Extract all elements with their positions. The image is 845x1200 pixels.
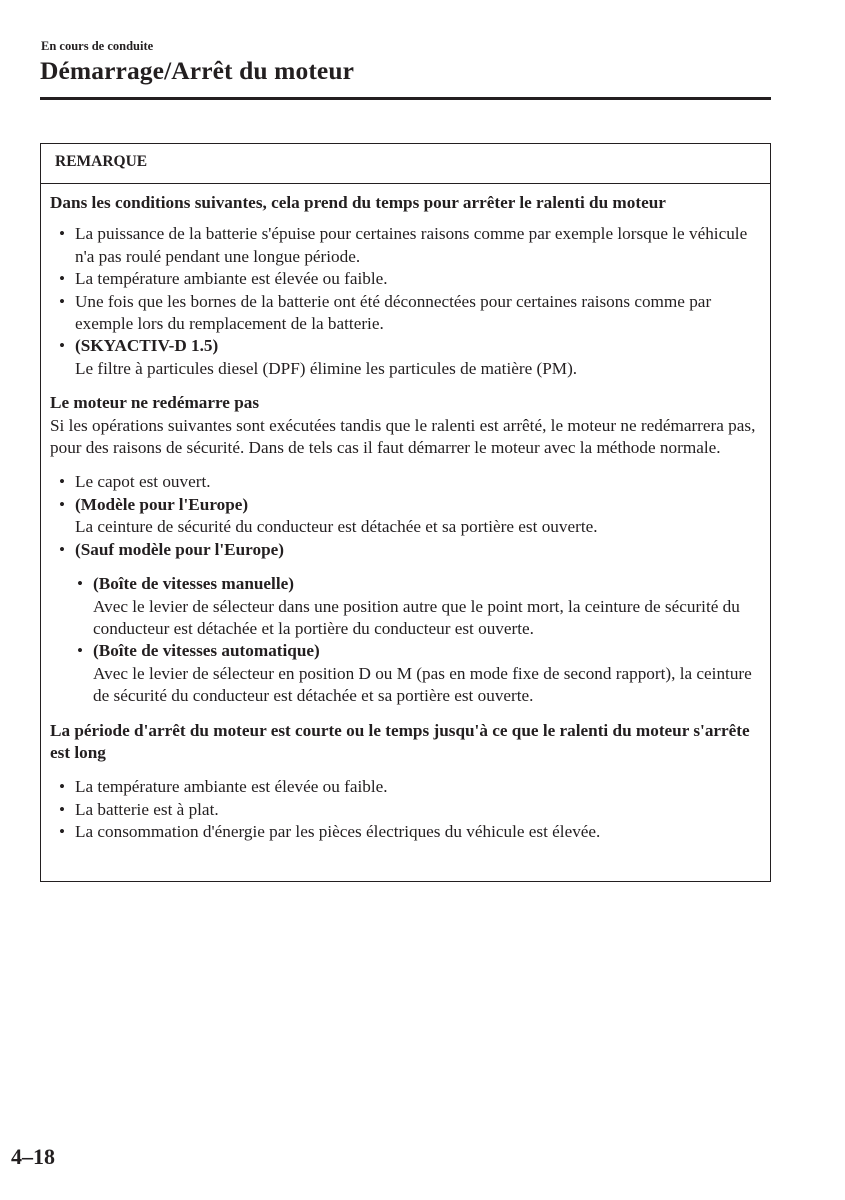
sublist-item-text: Avec le levier de sélecteur en position D ou M (pas en mode fixe de second rapport), la ceinture de sécurité du conducteur est détachée et sa portière est ouverte. [93,663,752,706]
list-item [50,821,760,843]
section-label: En cours de conduite [41,39,154,53]
bullet-icon: • [59,494,66,514]
bullet-icon: • [59,291,66,311]
sublist-item [50,573,760,640]
list-item-text: Une fois que les bornes de la batterie ont été déconnectées pour certaines raisons comme par exemple lors du remplacement de la batterie. [75,291,712,334]
list-item-text: La consommation d'énergie par les pièces électriques du véhicule est élevée. [75,822,601,842]
list-no-restart [50,471,760,561]
list-item [50,799,760,821]
list-item [50,539,760,561]
list-item-text: La batterie est à plat. [75,799,219,819]
bullet-icon: • [59,539,66,559]
remarque-box [40,143,771,882]
bullet-icon: • [59,269,66,289]
title-divider [40,97,771,100]
list-item-text: La ceinture de sécurité du conducteur est détachée et sa portière est ouverte. [75,517,598,537]
bullet-icon: • [59,822,66,842]
list-ralenti-conditions [50,223,760,380]
page-title: Démarrage/Arrêt du moteur [40,56,355,85]
list-item-text: La température ambiante est élevée ou faible. [75,777,388,797]
page-number: 4–18 [11,1144,55,1169]
list-item [50,494,760,539]
list-item-heading: (Sauf modèle pour l'Europe) [75,539,284,559]
heading-ralenti-delay: Dans les conditions suivantes, cela prend du temps pour arrêter le ralenti du moteur [50,193,666,212]
bullet-icon: • [77,574,84,594]
list-item [50,335,760,380]
list-item-heading: (SKYACTIV-D 1.5) [75,336,219,356]
list-item [50,268,760,290]
paragraph-no-restart: Si les opérations suivantes sont exécutées tandis que le ralenti est arrêté, le moteur ne redémarrera pas, pour des raisons de sécurité. Dans de tels cas il faut démarrer le moteur avec la méthode normale. [50,415,756,458]
remarque-header: REMARQUE [41,144,770,184]
list-item [50,223,760,268]
list-item [50,291,760,336]
list-item-heading: (Modèle pour l'Europe) [75,494,249,514]
bullet-icon: • [77,641,84,661]
list-item-text: Le filtre à particules diesel (DPF) élimine les particules de matière (PM). [75,358,578,378]
list-item [50,471,760,493]
list-item [50,776,760,798]
heading-short-stop: La période d'arrêt du moteur est courte ou le temps jusqu'à ce que le ralenti du moteur s'arrête est long [50,720,750,762]
bullet-icon: • [59,799,66,819]
list-item-text: Le capot est ouvert. [75,472,211,492]
heading-no-restart: Le moteur ne redémarre pas [50,393,260,413]
bullet-icon: • [59,777,66,797]
list-short-stop [50,776,760,843]
bullet-icon: • [59,472,66,492]
sublist-transmission [50,573,760,707]
sublist-item-text: Avec le levier de sélecteur dans une position autre que le point mort, la ceinture de sécurité du conducteur est détachée et la portière du conducteur est ouverte. [93,596,740,638]
bullet-icon: • [59,336,66,356]
sublist-item [50,640,760,707]
bullet-icon: • [59,224,66,244]
sublist-item-heading: (Boîte de vitesses manuelle) [93,574,294,594]
list-item-text: La température ambiante est élevée ou faible. [75,269,388,289]
sublist-item-heading: (Boîte de vitesses automatique) [93,641,320,661]
list-item-text: La puissance de la batterie s'épuise pour certaines raisons comme par exemple lorsque le véhicule n'a pas roulé pendant une longue période. [75,224,748,266]
remarque-body [41,184,770,844]
